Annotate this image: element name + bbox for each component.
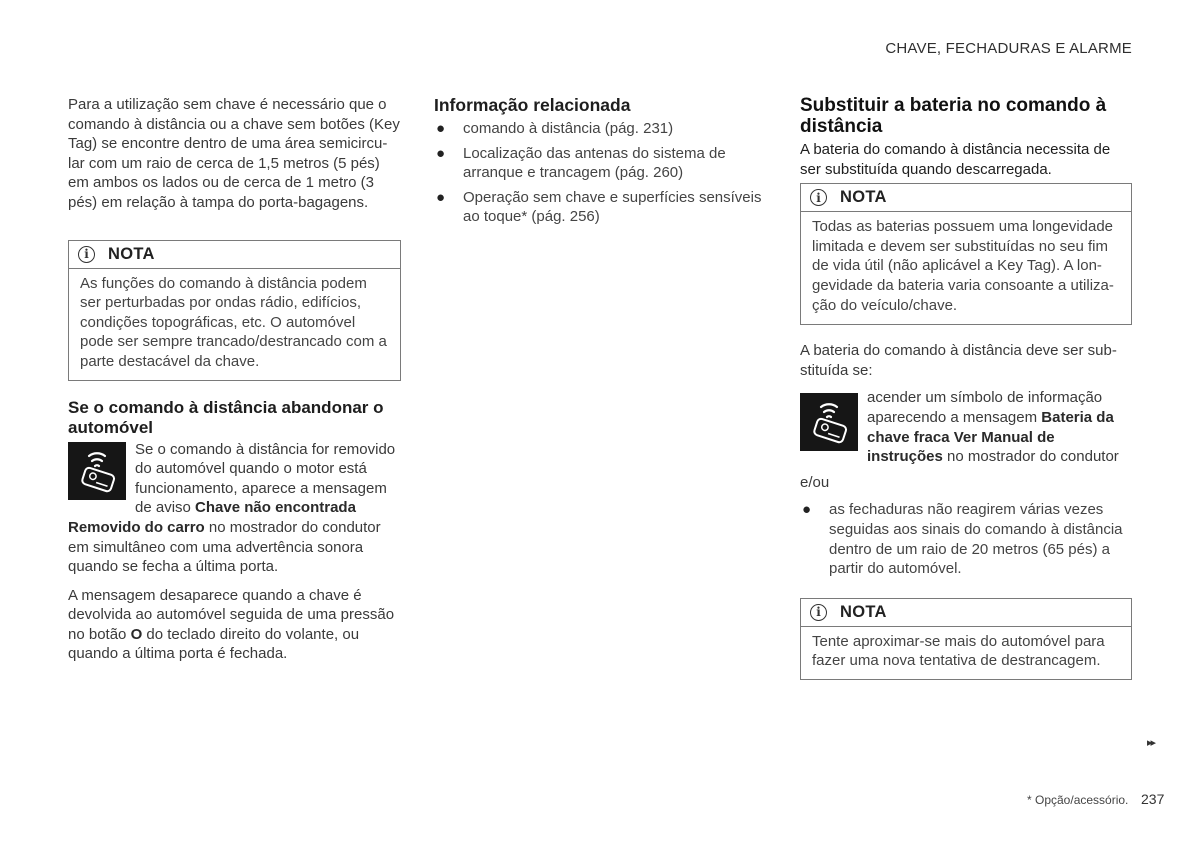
related-link-remote[interactable]: ● comando à distância (pág. 231) (436, 120, 674, 137)
related-links-list (434, 119, 764, 227)
battery-intro: A bateria do comando à distância necessita de ser substituída quando descarregada. (800, 141, 1111, 178)
battery-replace-when: A bateria do comando à distância deve ser sub-stituída se: (800, 342, 1117, 379)
bullet-icon: ● (436, 188, 446, 206)
battery-section-heading: Substituir a bateria no comando à distância (800, 95, 1107, 137)
and-or-text: e/ou (800, 473, 830, 491)
related-link-keyless[interactable]: ● Operação sem chave e superfícies sensíveis ao toque* (pág. 256) (436, 188, 762, 226)
key-battery-low-icon (800, 393, 858, 451)
bullet-icon: ● (436, 120, 446, 137)
column-right (800, 95, 1132, 680)
footnote-option-accessory: * Opção/acessório. (1027, 793, 1129, 807)
message-disappears-paragraph: A mensagem desaparece quando a chave é devolvida ao automóvel seguida de uma pressão no botão O do teclado direito do volante, ou quando a última porta é fechada. (68, 586, 395, 663)
page-number: 237 (1141, 791, 1165, 807)
section-heading-remote-leaves: Se o comando à distância abandonar o automóvel (68, 397, 384, 437)
note-box-battery (800, 183, 1132, 325)
remote-leaves-paragraph: Se o comando à distância for removido do automóvel quando o motor está funcionamento, aparece a mensagem de aviso Chave não encontrada Removido do carro no mostrador do condutor em simultâneo com uma advertência sonora quando se fecha a última porta. (68, 440, 396, 576)
related-info-heading: Informação relacionada (434, 95, 631, 115)
related-link-antennas[interactable]: ● Localização das antenas do sistema de arranque e trancagem (pág. 260) (436, 144, 726, 182)
note-body: As funções do comando à distância podem ser perturbadas por ondas rádio, edifícios, condições topográficas, etc. O automóvel pode ser sempre trancado/destrancado com a parte destacável da chave. (80, 274, 387, 370)
note-header (801, 184, 1131, 212)
column-left (68, 95, 401, 664)
note-box-interference (68, 240, 401, 381)
note-header (801, 599, 1131, 627)
note-box-retry (800, 598, 1132, 680)
warning-message-battery-low: Bateria da chave fraca Ver Manual de instruções (867, 408, 1114, 466)
keyless-range-paragraph: Para a utilização sem chave é necessário que o comando à distância ou a chave sem botões (Key Tag) se encontre dentro de uma área semicircu-lar com um raio de cerca de 1,5 metros (5 pés) em ambos os lados ou de cerca de 1 metro (3 pés) em relação à tampa do porta-bagagens. (68, 96, 400, 211)
note-body: Todas as baterias possuem uma longevidade limitada e devem ser substituídas no seu fim de vida útil (não aplicável a Key Tag). A lon-gevidade da bateria varia consoante a utiliza-ção do veículo/chave. (812, 218, 1114, 314)
info-icon: i (810, 189, 827, 206)
remote-leaves-block (68, 440, 401, 577)
warning-message-key-not-found: Chave não encontrada Removido do carro (68, 499, 356, 536)
note-title: NOTA (840, 188, 887, 207)
note-body: Tente aproximar-se mais do automóvel para fazer uma nova tentativa de destrancagem. (812, 632, 1105, 670)
info-icon: i (810, 604, 827, 621)
info-icon: i (78, 246, 95, 263)
note-title: NOTA (840, 602, 887, 621)
note-title: NOTA (108, 244, 155, 263)
continue-arrows-icon: ▸▸ (1147, 737, 1155, 749)
column-middle (434, 95, 764, 232)
note-header (69, 241, 400, 269)
button-o-label: O (130, 625, 143, 643)
low-battery-block (800, 388, 1132, 466)
low-battery-condition: acender um símbolo de informação aparecendo a mensagem Bateria da chave fraca Ver Manual de instruções no mostrador do condutor (867, 389, 1119, 466)
list-item: ● as fechaduras não reagirem várias vezes seguidas aos sinais do comando à distância dentro de um raio de 20 metros (65 pés) a partir do automóvel. (802, 501, 1123, 578)
bullet-icon: ● (436, 144, 446, 162)
key-not-found-icon (68, 442, 126, 500)
battery-conditions-list (800, 500, 1132, 578)
bullet-icon: ● (802, 501, 812, 519)
section-title: CHAVE, FECHADURAS E ALARME (885, 40, 1132, 57)
